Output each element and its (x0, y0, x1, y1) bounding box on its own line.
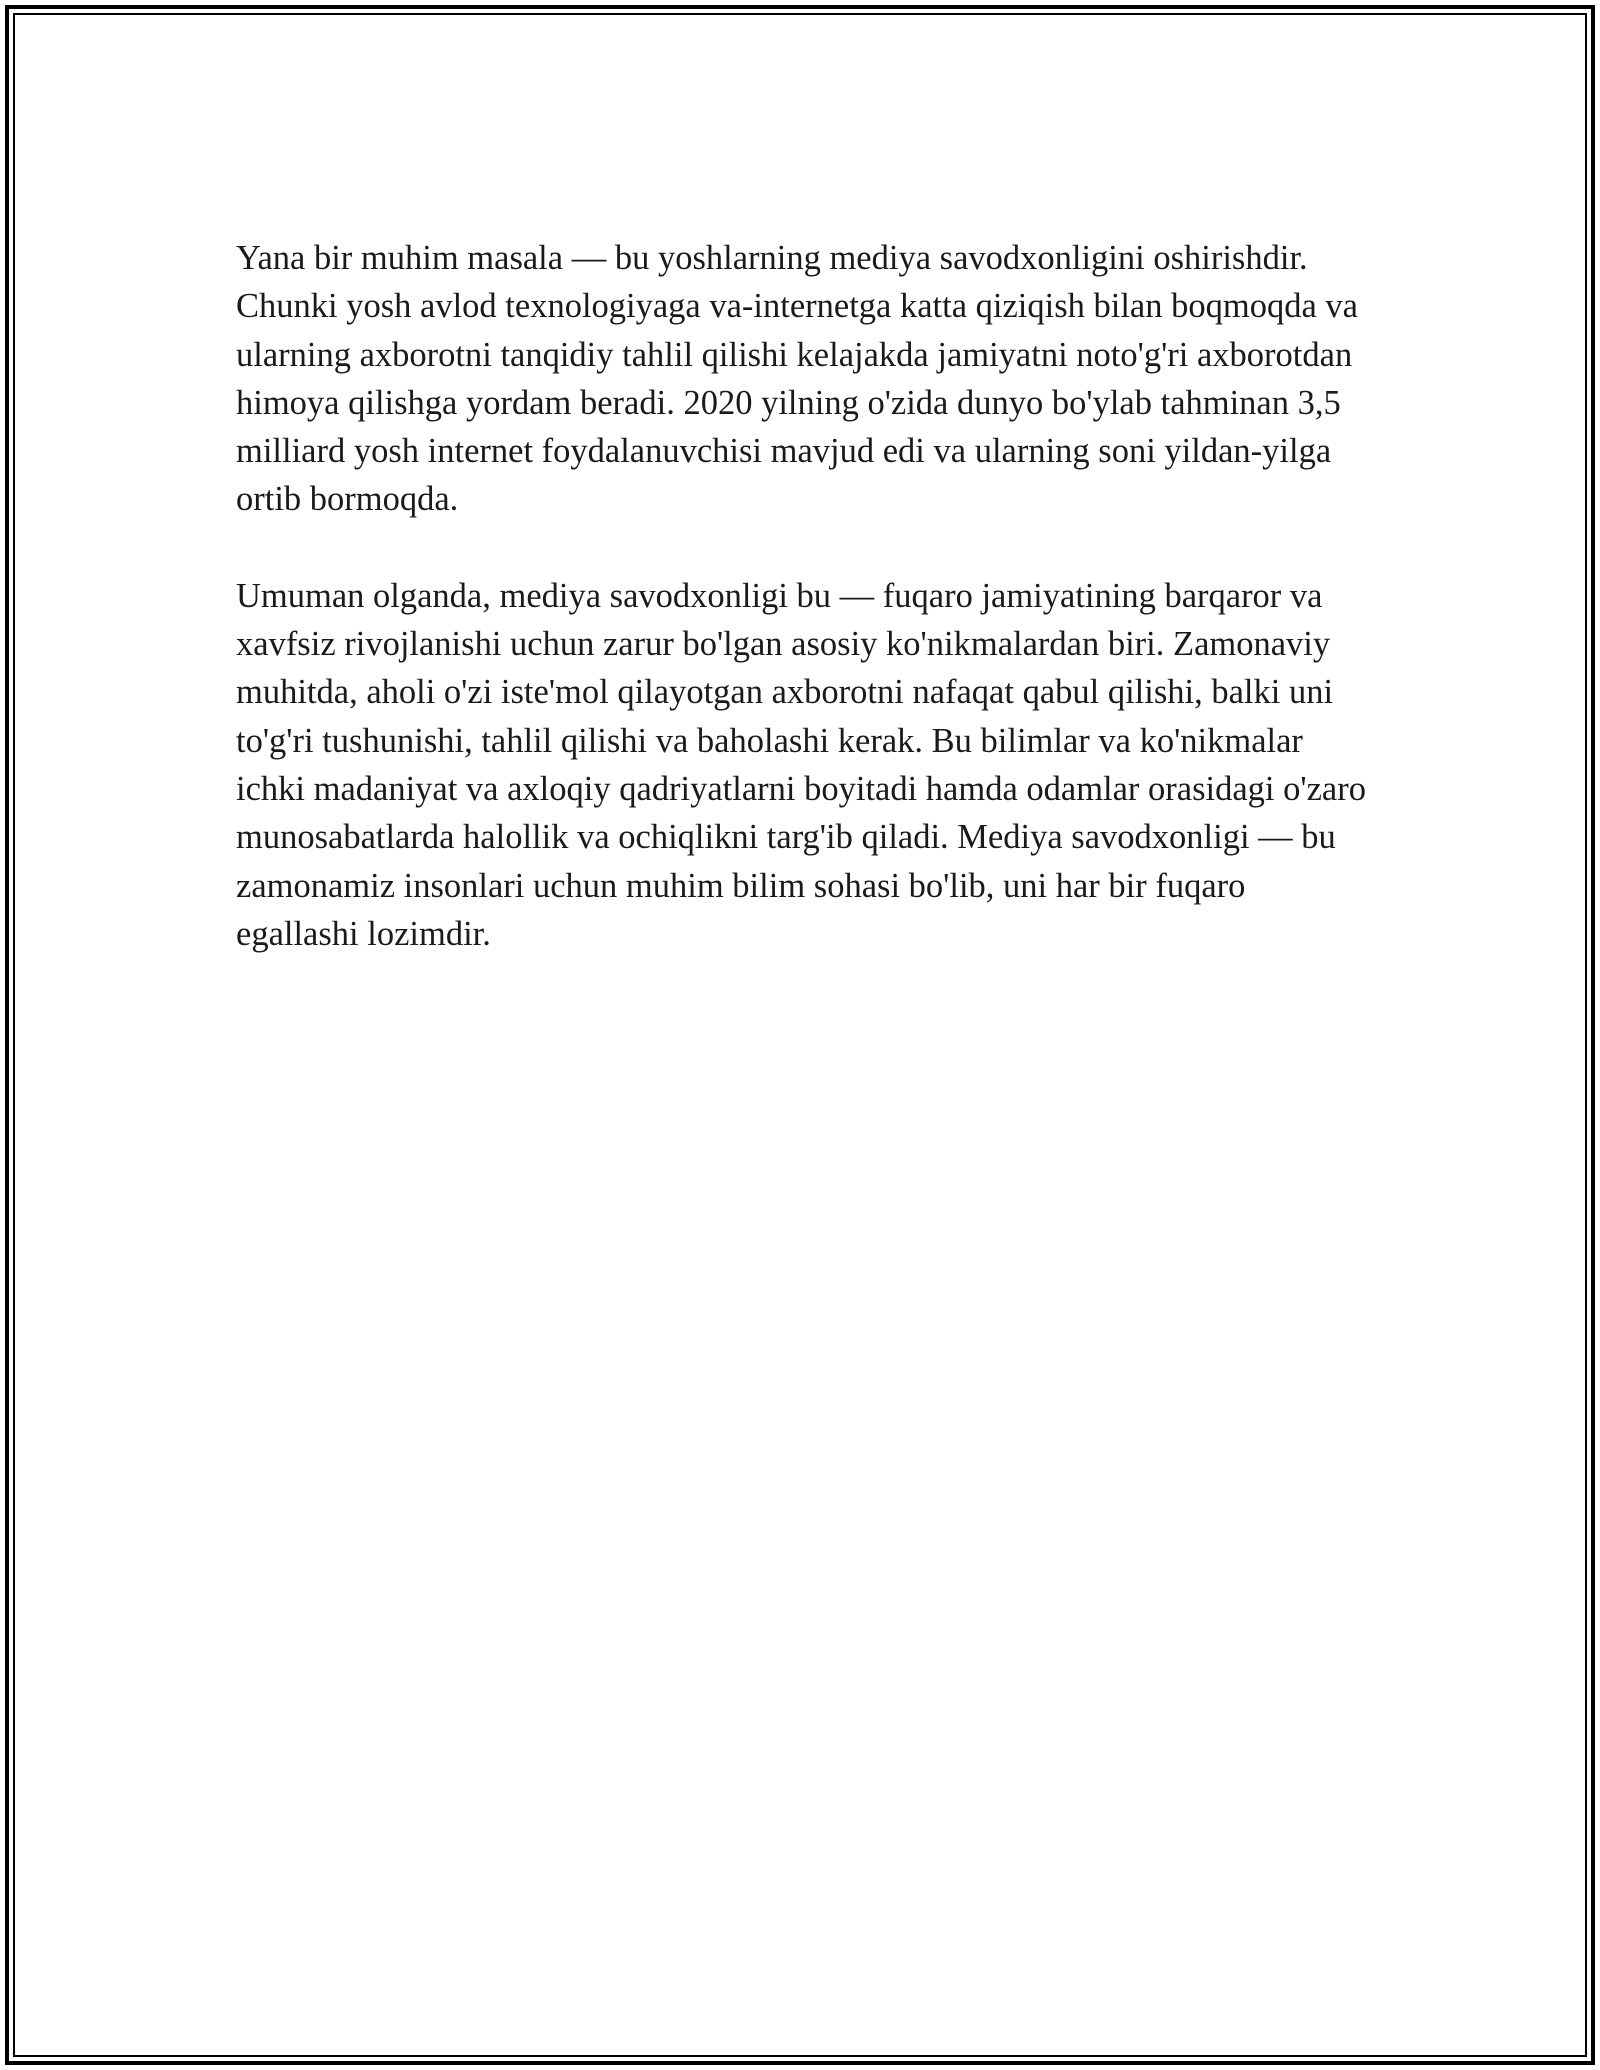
paragraph-1: Yana bir muhim masala — bu yoshlarning mediya savodxonligini oshirishdir. Chunki yosh avlod texnologiyaga va-internetga katta qiziqish bilan boqmoqda va ularning axborotni tanqidiy tahlil qilishi kelajakda jamiyatni noto'g'ri axborotdan himoya qilishga yordam beradi. 2020 yilning o'zida dunyo bo'ylab tahminan 3,5 milliard yosh internet foydalanuvchisi mavjud edi va ularning soni yildan-yilga ortib bormoqda. (236, 239, 1358, 519)
paragraph-2: Umuman olganda, mediya savodxonligi bu — fuqaro jamiyatining barqaror va xavfsiz rivojlanishi uchun zarur bo'lgan asosiy ko'nikmalardan biri. Zamonaviy muhitda, aholi o'zi iste'mol qilayotgan axborotni nafaqat qabul qilishi, balki uni to'g'ri tushunishi, tahlil qilishi va baholashi kerak. Bu bilimlar va ko'nikmalar ichki madaniyat va axloqiy qadriyatlarni boyitadi hamda odamlar orasidagi o'zaro munosabatlarda halollik va ochiqlikni targ'ib qiladi. Mediya savodxonligi — bu zamonamiz insonlari uchun muhim bilim sohasi bo'lib, uni har bir fuqaro egallashi lozimdir. (236, 576, 1366, 953)
document-body (236, 234, 1366, 1006)
